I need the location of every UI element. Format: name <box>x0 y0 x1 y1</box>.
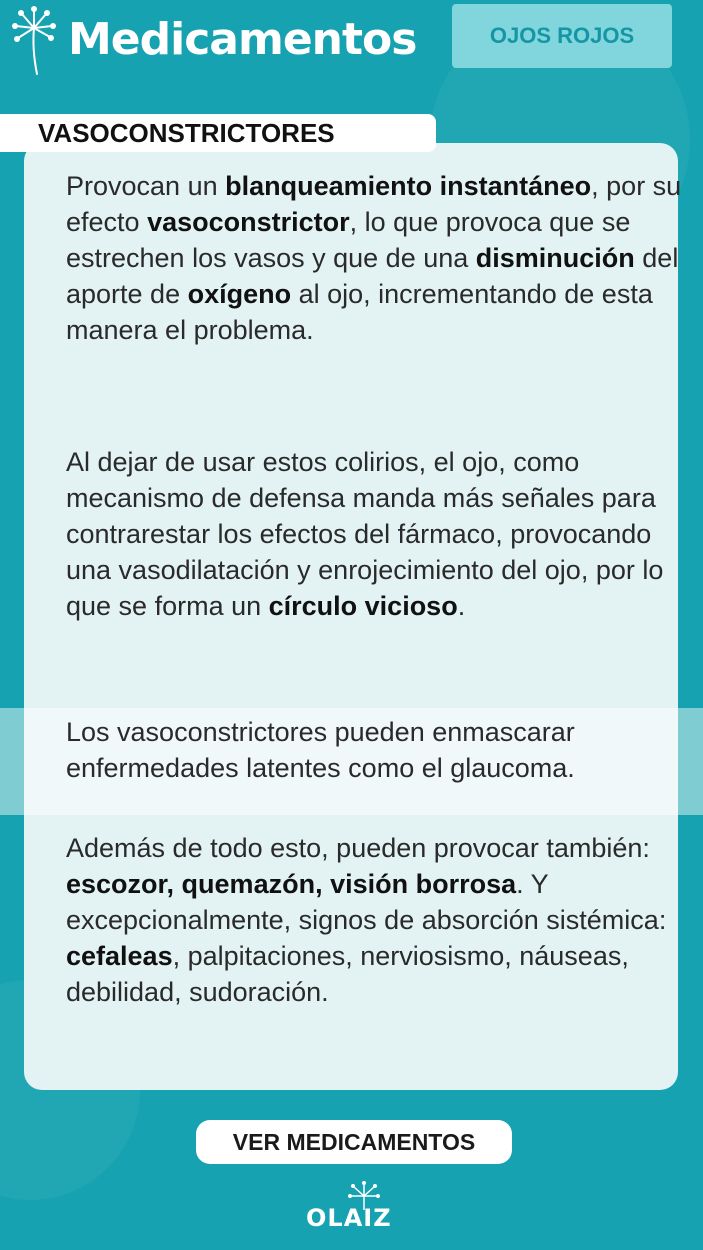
text-segment: Los vasoconstrictores pueden enmascarar enfermedades latentes como el glaucoma. <box>66 717 575 783</box>
text-segment: Al dejar de usar estos colirios, el ojo, como mecanismo de defensa manda más señales para contrarestar los efectos del fármaco, provocando una vasodilatación y enrojecimiento del ojo, por lo que se forma un <box>66 447 664 621</box>
text-segment: . Y excepcionalmente, signos de absorción sistémica: <box>66 869 667 935</box>
brand-logo <box>300 1180 410 1234</box>
paragraph-rebound <box>66 444 686 624</box>
text-segment: . <box>457 591 466 621</box>
text-segment: Provocan un <box>66 171 226 201</box>
emphasized-text: cefaleas <box>66 941 173 971</box>
emphasized-text: círculo vicioso <box>268 591 458 621</box>
header <box>0 0 703 80</box>
text-segment: , lo que provoca que se estrechen los vasos y que de una <box>66 207 631 273</box>
emphasized-text: oxígeno <box>187 279 292 309</box>
brand-name: OLAIZ <box>306 1204 392 1232</box>
dandelion-icon <box>4 4 60 76</box>
paragraph-side-effects <box>66 830 686 1010</box>
view-medications-button[interactable]: VER MEDICAMENTOS <box>196 1120 512 1164</box>
emphasized-text: escozor, quemazón, visión borrosa <box>66 869 517 899</box>
text-segment: al ojo, incrementando de esta manera el problema. <box>66 279 653 345</box>
text-segment: del aporte de <box>66 243 679 309</box>
text-segment: , por su efecto <box>66 171 682 237</box>
emphasized-text: blanqueamiento instantáneo <box>225 171 592 201</box>
emphasized-text: vasoconstrictor <box>147 207 350 237</box>
emphasized-text: disminución <box>475 243 635 273</box>
text-segment: Además de todo esto, pueden provocar también: <box>66 833 650 863</box>
text-segment: , palpitaciones, nerviosismo, náuseas, debilidad, sudoración. <box>66 941 629 1007</box>
page-title: Medicamentos <box>68 14 417 65</box>
paragraph-masking <box>66 714 686 786</box>
section-label: VASOCONSTRICTORES <box>0 114 436 152</box>
paragraph-effect <box>66 168 686 348</box>
category-tag-button[interactable]: OJOS ROJOS <box>452 4 672 68</box>
